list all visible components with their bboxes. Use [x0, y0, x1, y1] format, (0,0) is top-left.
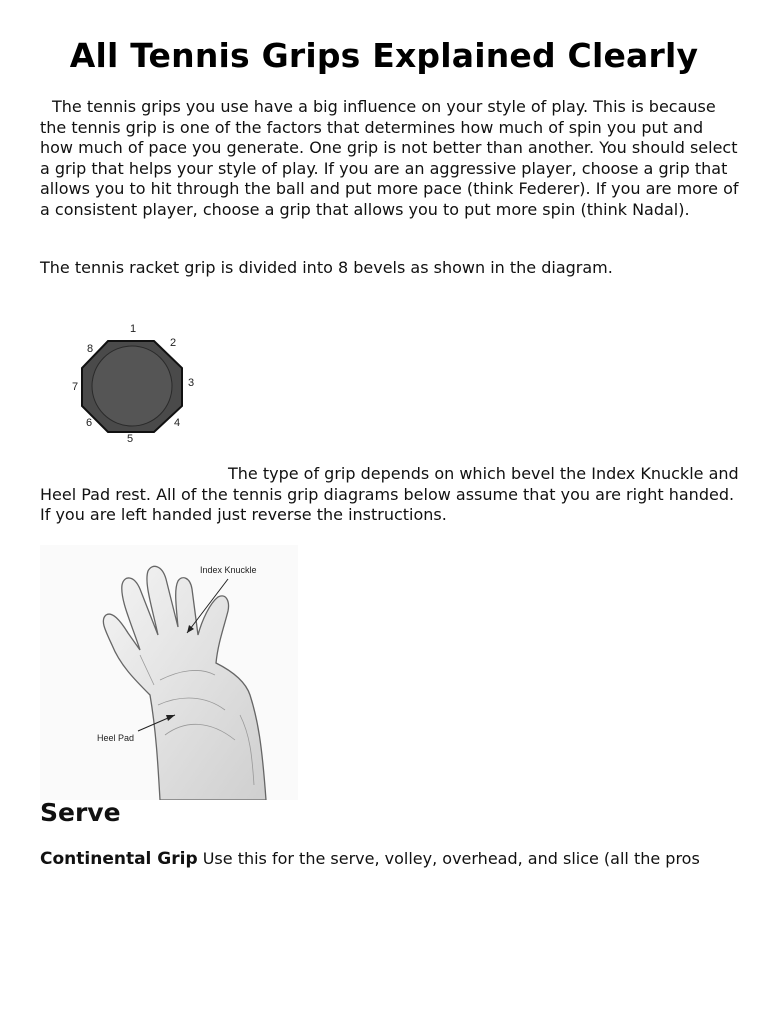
bevel-label-4: 4: [174, 417, 181, 429]
intro-paragraph: The tennis grips you use have a big influence on your style of play. This is because the tennis grip is one of the factors that determines how much of spin you put and how much of pace you generate. One grip is not better than another. You should select a grip that helps your style of play. If you are an aggressive player, choose a grip that allows you to hit through the ball and put more pace (think Federer). If you are more of a consistent player, choose a grip that allows you to put more spin (think Nadal).: [40, 97, 739, 219]
serve-heading: Serve: [40, 798, 121, 827]
bevel-label-7: 7: [72, 381, 79, 393]
continental-grip-lead: Continental Grip: [40, 849, 198, 869]
index-knuckle-label: Index Knuckle: [200, 565, 257, 575]
bevel-label-5: 5: [127, 433, 134, 445]
bevel-label-1: 1: [130, 323, 137, 335]
hand-diagram: [40, 545, 298, 800]
grip-explanation-paragraph: The type of grip depends on which bevel the Index Knuckle and Heel Pad rest. All of the tennis grip diagrams below assume that you are right handed. If you are left handed just reverse the instructions.: [40, 464, 739, 525]
bevel-label-6: 6: [86, 417, 93, 429]
bevel-label-8: 8: [87, 343, 94, 355]
bevel-label-3: 3: [188, 377, 195, 389]
heel-pad-label: Heel Pad: [97, 733, 135, 743]
continental-paragraph: [40, 849, 760, 869]
bevel-octagon-diagram: [64, 318, 204, 446]
bevels-sentence: The tennis racket grip is divided into 8 bevels as shown in the diagram.: [40, 258, 613, 277]
octagon-inner-circle: [92, 346, 172, 426]
bevel-label-2: 2: [170, 337, 177, 349]
continental-grip-text: Use this for the serve, volley, overhead, and slice (all the pros: [197, 849, 700, 868]
page-title: All Tennis Grips Explained Clearly: [69, 36, 699, 75]
